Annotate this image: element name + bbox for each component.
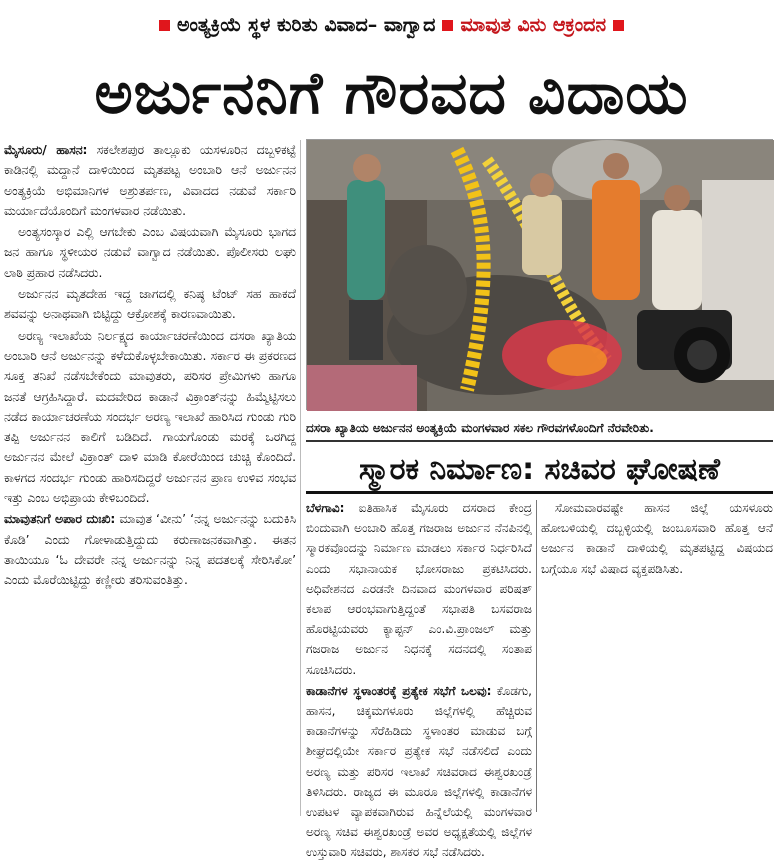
photo-caption: ದಸರಾ ಖ್ಯಾತಿಯ ಅರ್ಜುನನ ಅಂತ್ಯಕ್ರಿಯೆ ಮಂಗಳವಾರ ಸಕಲ ಗೌರವಗಳೊಂದಿಗೆ ನೆರವೇರಿತು. — [306, 414, 773, 442]
dateline: ಮೈಸೂರು/ ಹಾಸನ: — [4, 143, 88, 157]
side-story-headline: ಸ್ಮಾರಕ ನಿರ್ಮಾಣ: ಸಚಿವರ ಘೋಷಣೆ — [306, 446, 773, 494]
side-paragraph: ಸೋಮವಾರವಷ್ಟೇ ಹಾಸನ ಜಿಲ್ಲೆ ಯಸಳೂರು ಹೋಬಳಿಯಲ್ಲಿ ದಬ್ಬಳ್ಳಿಯಲ್ಲಿ ಜಂಬೂಸವಾರಿ ಹೊತ್ತ ಆನೆ ಅರ್ಜುನ ಕಾಡಾನೆ ದಾಳಿಯಲ್ಲಿ ಮೃತಪಟ್ಟಿದ್ದ ವಿಷಯದ ಬಗ್ಗೆಯೂ ಸಭೆ ವಿಷಾದ ವ್ಯಕ್ತಪಡಿಸಿತು. — [541, 501, 773, 576]
column-divider — [536, 500, 537, 812]
side-text: ಐತಿಹಾಸಿಕ ಮೈಸೂರು ದಸರಾದ ಕೇಂದ್ರ ಬಿಂದುವಾಗಿ ಅಂಬಾರಿ ಹೊತ್ತ ಗಜರಾಜ ಅರ್ಜುನ ನೆನಪಿನಲ್ಲಿ ಸ್ಮಾರಕವೊಂದನ್ನು ನಿರ್ಮಾಣ ಮಾಡಲು ಸರ್ಕಾರ ನಿರ್ಧರಿಸಿದೆ ಎಂದು ಸಭಾನಾಯಕ ಭೋಸರಾಜು ಪ್ರಕಟಿಸಿದರು. ಅಧಿವೇಶನದ ಎರಡನೇ ದಿನವಾದ ಮಂಗಳವಾರ ಪರಿಷತ್ ಕಲಾಪ ಆರಂಭವಾಗುತ್ತಿದ್ದಂತೆ ಸಭಾಪತಿ ಬಸವರಾಜ ಹೊರಟ್ಟಿಯವರು ಕ್ಯಾಪ್ಟನ್ ಎಂ.ವಿ.ಪ್ರಾಂಜಲ್ ಮತ್ತು ಗಜರಾಜ ಅರ್ಜುನ ನಿಧನಕ್ಕೆ ಸದನದಲ್ಲಿ ಸಂತಾಪ ಸೂಚಿಸಿದರು. — [306, 501, 532, 677]
side-story-column-1 — [306, 498, 532, 860]
elephant-funeral-photo — [307, 140, 774, 411]
main-paragraph — [4, 509, 296, 590]
main-text: ಮಾವುತ ‘ವೀನು’ ‘ನನ್ನ ಅರ್ಜುನನ್ನು ಬದುಕಿಸಿ ಕೊಡಿ’ ಎಂದು ಗೋಳಾಡುತ್ತಿದ್ದುದು ಕರುಣಾಜನಕವಾಗಿತ್ತು. ಈತನ ತಾಯಿಯೂ ‘ಓ ದೇವರೇ ನನ್ನ ಅರ್ಜುನನ್ನು ನಿನ್ನ ಪದತಲಕ್ಕೆ ಸೇರಿಸಿಕೋ’ ಎಂದು ಮೊರೆಯಿಟ್ಟಿದ್ದು ಕಣ್ಣೀರು ತರಿಸುವಂತಿತ್ತು. — [4, 512, 296, 588]
side-text: ಕೊಡಗು, ಹಾಸನ, ಚಿಕ್ಕಮಗಳೂರು ಜಿಲ್ಲೆಗಳಲ್ಲಿ ಹೆಚ್ಚಿರುವ ಕಾಡಾನೆಗಳನ್ನು ಸೆರೆಹಿಡಿದು ಸ್ಥಳಾಂತರ ಮಾಡುವ ಬಗ್ಗೆ ಶೀಘ್ರದಲ್ಲಿಯೇ ಸರ್ಕಾರ ಪ್ರತ್ಯೇಕ ಸಭೆ ನಡೆಸಲಿದೆ ಎಂದು ಅರಣ್ಯ ಮತ್ತು ಪರಿಸರ ಇಲಾಖೆ ಸಚಿವರಾದ ಈಶ್ವರಖಂಡ್ರೆ ತಿಳಿಸಿದರು. ರಾಜ್ಯದ ಈ ಮೂರೂ ಜಿಲ್ಲೆಗಳಲ್ಲಿ ಕಾಡಾನೆಗಳ ಉಪಟಳ ವ್ಯಾಪಕವಾಗಿರುವ ಹಿನ್ನೆಲೆಯಲ್ಲಿ ಮಂಗಳವಾರ ಅರಣ್ಯ ಸಚಿವ ಈಶ್ವರಖಂಡ್ರೆ ಅವರ ಅಧ್ಯಕ್ಷತೆಯಲ್ಲಿ ಜಿಲ್ಲೆಗಳ ಉಸ್ತುವಾರಿ ಸಚಿವರು, ಶಾಸಕರ ಸಭೆ ನಡೆಸಿದರು. — [306, 683, 532, 860]
red-square-icon — [159, 20, 170, 31]
side-story-column-2 — [541, 498, 773, 816]
side-paragraph — [306, 681, 532, 863]
side-dateline: ಬೆಳಗಾವಿ: — [306, 501, 345, 515]
red-square-icon — [442, 20, 453, 31]
side-paragraph — [306, 498, 532, 680]
main-text: ಸಕಲೇಶಪುರ ತಾಲ್ಲೂಕು ಯಸಳೂರಿನ ದಬ್ಬಳಿಕಟ್ಟೆ ಕಾಡಿನಲ್ಲಿ ಮದ್ದಾನೆ ದಾಳಿಯಿಂದ ಮೃತಪಟ್ಟ ಅಂಬಾರಿ ಆನೆ ಅರ್ಜುನನ ಅಂತ್ಯಕ್ರಿಯೆ ಅಭಿಮಾನಿಗಳ ಅಶ್ರುತರ್ಪಣ, ವಿವಾದದ ನಡುವೆ ಸರ್ಕಾರಿ ಮರ್ಯಾದೆಯೊಂದಿಗೆ ಮಂಗಳವಾರ ನಡೆಯಿತು. — [4, 143, 296, 218]
red-square-icon — [613, 20, 624, 31]
main-paragraph: ಅರಣ್ಯ ಇಲಾಖೆಯ ನಿರ್ಲಕ್ಷ್ಯದ ಕಾರ್ಯಾಚರಣೆಯಿಂದ ದಸರಾ ಖ್ಯಾತಿಯ ಅಂಬಾರಿ ಆನೆ ಅರ್ಜುನನ್ನು ಕಳೆದುಕೊಳ್ಳಬೇಕಾಯಿತು. ಸರ್ಕಾರ ಈ ಪ್ರಕರಣದ ಸೂಕ್ತ ತನಿಖೆ ನಡೆಸಬೇಕೆಂದು ಮಾವುತರು, ಪರಿಸರ ಪ್ರೇಮಿಗಳು ಹಾಗೂ ಜನತೆ ಆಗ್ರಹಿಸಿದ್ದಾರೆ. ಮದವೇರಿದ ಕಾಡಾನೆ ವಿಕ್ರಾಂತ್‌ನನ್ನು ಹಿಮ್ಮೆಟ್ಟಿಸಲು ನಡೆದ ಕಾರ್ಯಾಚರಣೆಯ ಸಂದರ್ಭ ಅರಣ್ಯ ಇಲಾಖೆ ಹಾರಿಸಿದ ಗುಂಡು ಗುರಿ ತಪ್ಪಿ ಅರ್ಜುನನ ಕಾಲಿಗೆ ಬಡಿದಿದೆ. ಗಾಯಗೊಂಡು ಮರಕ್ಕೆ ಒರಗಿದ್ದ ಅರ್ಜುನನ ಮೇಲೆ ವಿಕ್ರಾಂತ್ ದಾಳಿ ಮಾಡಿ ಕೋರೆಯಿಂದ ಚುಚ್ಚಿ ಕೊಂದಿದೆ. ಕಾಳಗದ ಸಂದರ್ಭ ಗುಂಡು ಹಾರಿಸದಿದ್ದರೆ ಅರ್ಜುನನ ಪ್ರಾಣ ಉಳಿವ ಸಂಭವ ಇತ್ತು ಎಂಬ ಅಭಿಪ್ರಾಯ ಕೇಳಿಬಂದಿದೆ. — [4, 328, 296, 506]
kicker-item-2: ಮಾವುತ ವಿನು ಆಕ್ರಂದನ — [460, 14, 607, 36]
main-story — [4, 140, 296, 816]
sub-lead: ಮಾವುತನಿಗೆ ಅಪಾರ ದುಃಖಿ: — [4, 512, 116, 527]
column-divider — [300, 140, 301, 816]
main-paragraph — [4, 140, 296, 221]
kicker — [0, 6, 783, 44]
side-sub-lead: ಕಾಡಾನೆಗಳ ಸ್ಥಳಾಂತರಕ್ಕೆ ಪ್ರತ್ಯೇಕ ಸಭೆಗೆ ಒಲವು: — [306, 683, 492, 698]
kicker-item-1: ಅಂತ್ಯಕ್ರಿಯೆ ಸ್ಥಳ ಕುರಿತು ವಿವಾದ– ವಾಗ್ವಾದ — [176, 14, 436, 36]
news-photo — [306, 139, 773, 410]
headline: ಅರ್ಜುನನಿಗೆ ಗೌರವದ ವಿದಾಯ — [94, 59, 689, 127]
main-paragraph: ಅರ್ಜುನನ ಮೃತದೇಹ ಇದ್ದ ಜಾಗದಲ್ಲಿ ಕನಿಷ್ಠ ಟೆಂಟ್ ಸಹ ಹಾಕದೆ ಶವವನ್ನು ಅನಾಥವಾಗಿ ಬಿಟ್ಟಿದ್ದು ಆಕ್ರೋಶಕ್ಕೆ ಕಾರಣವಾಯಿತು. — [4, 287, 296, 322]
main-paragraph: ಅಂತ್ಯಸಂಸ್ಕಾರ ಎಲ್ಲಿ ಆಗಬೇಕು ಎಂಬ ವಿಷಯವಾಗಿ ಮೈಸೂರು ಭಾಗದ ಜನ ಹಾಗೂ ಸ್ಥಳೀಯರ ನಡುವೆ ವಾಗ್ವಾದ ನಡೆಯಿತು. ಪೊಲೀಸರು ಲಘು ಲಾಠಿ ಪ್ರಹಾರ ನಡೆಸಿದರು. — [4, 225, 296, 280]
